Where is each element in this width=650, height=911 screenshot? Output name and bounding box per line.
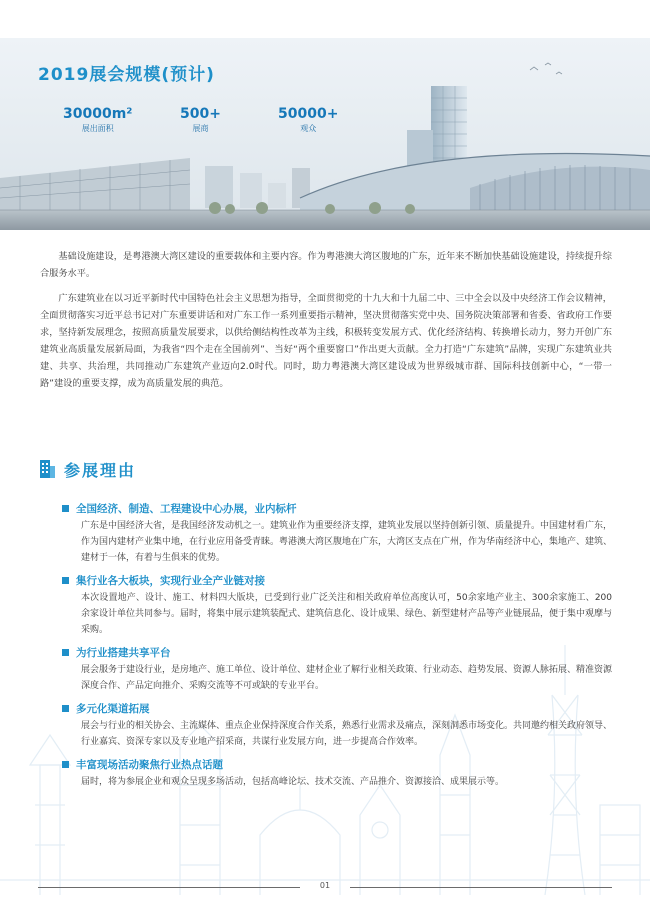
stat-value: 500+ [180,106,221,122]
reason-body: 广东是中国经济大省，是我国经济发动机之一。建筑业作为重要经济支撑，建筑业发展以坚持创新引领、质量提升。中国建材看广东，作为国内建材产业集中地，在行业应用备受青睐。粤港澳大湾区腹地在广东，大湾区支点在广州，作为华南经济中心，集地产、建筑、建材于一体，有着与生俱来的优势。 [81,521,613,563]
reason-title: 丰富现场活动聚焦行业热点话题 [76,758,223,771]
reason-item [62,756,612,790]
stat-label: 观众 [300,124,317,133]
reason-item [62,500,612,566]
reason-body: 展会服务于建设行业，是房地产、施工单位、设计单位、建材企业了解行业相关政策、行业动态、趋势发展、资源人脉拓展、精准资源深度合作、产品定向推介、采购交流等不可或缺的专业平台。 [81,665,613,691]
reason-item [62,644,612,694]
page-footer [38,881,612,895]
stat-label: 展商 [192,124,209,133]
hero-banner [0,38,650,230]
hero-title: 2019展会规模(预计) [38,65,215,85]
stat-value: 50000+ [278,106,339,122]
reason-body: 展会与行业的相关协会、主流媒体、重点企业保持深度合作关系，熟悉行业需求及痛点，深刻洞悉市场变化。共同邀约相关政府领导、行业嘉宾、资深专家以及专业地产招采商，共谋行业发展方向，进一步提高合作效率。 [81,721,613,747]
stat-value: 30000m² [63,106,133,122]
reasons-list [62,500,612,796]
reason-title: 多元化渠道拓展 [76,702,150,715]
reason-title: 集行业各大板块，实现行业全产业链对接 [76,574,265,587]
reason-body: 本次设置地产、设计、施工、材料四大版块，已受到行业广泛关注和相关政府单位高度认可，50余家地产业主、300余家施工、200余家设计单位共同参与。届时，将集中展示建筑装配式、建筑信息化、设计成果、绿色、新型建材产品等产业链展品，便于集中观摩与采购。 [81,593,613,635]
section-heading [38,458,136,480]
square-bullet-icon [62,577,69,584]
page-number: 01 [319,881,331,890]
stat-visitors [278,106,338,134]
reason-item [62,572,612,638]
stat-exhibition-area [63,106,132,134]
reason-item [62,700,612,750]
square-bullet-icon [62,761,69,768]
reason-body: 届时，将为参展企业和观众呈现多场活动，包括高峰论坛、技术交流、产品推介、资源接洽、成果展示等。 [81,777,505,787]
square-bullet-icon [62,505,69,512]
stat-exhibitors [180,106,221,134]
building-icon [38,459,56,479]
intro-text [40,248,612,400]
intro-paragraph: 广东建筑业在以习近平新时代中国特色社会主义思想为指导，全面贯彻党的十九大和十九届二中、三中全会以及中央经济工作会议精神，全面贯彻落实习近平总书记对广东重要讲话和对广东工作一系列重要指示精神，坚决贯彻落实党中央、国务院决策部署和省委、省政府工作要求，坚持新发展理念，按照高质量发展要求，以供给侧结构性改革为主线，积极转变发展方式、优化经济结构、转换增长动力，努力开创广东建筑业高质量发展新局面，为我省“四个走在全国前列”、当好“两个重要窗口”作出更大贡献。全力打造“广东建筑”品牌，实现广东建筑业共建、共享、共治理，共同推动广东建筑产业迈向2.0时代。同时，助力粤港澳大湾区建设成为世界级城市群、国际科技创新中心，“一带一路”建设的重要支撑，成为高质量发展的典范。 [40,293,612,389]
stat-label: 展出面积 [81,124,114,133]
intro-paragraph: 基础设施建设，是粤港澳大湾区建设的重要载体和主要内容。作为粤港澳大湾区腹地的广东，近年来不断加快基础设施建设，持续提升综合服务水平。 [40,251,612,279]
footer-divider [350,887,612,888]
reason-title: 为行业搭建共享平台 [76,646,171,659]
square-bullet-icon [62,649,69,656]
reason-title: 全国经济、制造、工程建设中心办展，业内标杆 [76,502,297,515]
section-title: 参展理由 [64,460,137,480]
square-bullet-icon [62,705,69,712]
